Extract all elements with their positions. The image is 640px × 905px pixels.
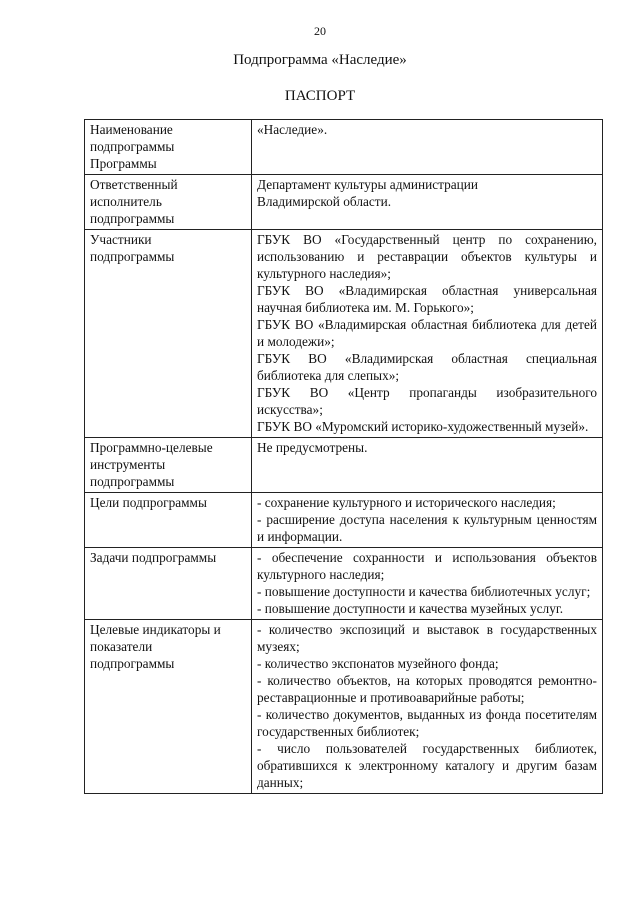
value-text: ГБУК ВО «Центр пропаганды изобразительного искусства»; (257, 385, 597, 417)
row-label (85, 548, 252, 620)
value-text: ГБУК ВО «Государственный центр по сохранению, использованию и реставрации объектов культуры и культурного наследия»; (257, 232, 597, 281)
label-line: исполнитель (90, 194, 162, 209)
label-line: показатели (90, 639, 153, 654)
value-text: Департамент культуры администрации (257, 177, 478, 192)
value-text: - расширение доступа населения к культурным ценностям и информации. (257, 512, 597, 544)
value-text: - количество экспонатов музейного фонда; (257, 656, 499, 671)
row-label (85, 493, 252, 548)
label-line: подпрограммы (90, 249, 175, 264)
row-value (252, 620, 603, 794)
label-line: инструменты (90, 457, 166, 472)
value-text: - сохранение культурного и исторического наследия; (257, 495, 556, 510)
row-label (85, 230, 252, 438)
table-row (85, 493, 603, 548)
value-text: - количество объектов, на которых проводятся ремонтно-реставрационные и противоаварийные работы; (257, 673, 597, 705)
label-line: Задачи подпрограммы (90, 550, 217, 565)
table-row (85, 620, 603, 794)
label-line: подпрограммы (90, 656, 175, 671)
label-line: Целевые индикаторы и (90, 622, 221, 637)
label-line: подпрограммы (90, 474, 175, 489)
row-value (252, 493, 603, 548)
value-text: - повышение доступности и качества музейных услуг. (257, 601, 564, 616)
label-line: подпрограммы (90, 139, 175, 154)
value-text: - количество документов, выданных из фонда посетителям государственных библиотек; (257, 707, 597, 739)
value-text: - количество экспозиций и выставок в государственных музеях; (257, 622, 597, 654)
label-line: Участники (90, 232, 152, 247)
row-label (85, 120, 252, 175)
row-value (252, 438, 603, 493)
subprogram-title: Подпрограмма «Наследие» (233, 52, 407, 68)
value-text: ГБУК ВО «Владимирская областная специальная библиотека для слепых»; (257, 351, 597, 383)
value-text: - число пользователей государственных библиотек, обратившихся к электронному каталогу и другим базам данных; (257, 741, 597, 790)
row-value (252, 548, 603, 620)
label-line: Наименование (90, 122, 173, 137)
label-line: Цели подпрограммы (90, 495, 207, 510)
value-text: Владимирской области. (257, 194, 392, 209)
label-line: подпрограммы (90, 211, 175, 226)
row-value (252, 120, 603, 175)
table-row (85, 175, 603, 230)
label-line: Программы (90, 156, 157, 171)
row-label (85, 620, 252, 794)
row-label (85, 175, 252, 230)
row-value (252, 175, 603, 230)
table-row (85, 438, 603, 493)
label-line: Программно-целевые (90, 440, 213, 455)
value-text: Не предусмотрены. (257, 440, 368, 455)
row-value (252, 230, 603, 438)
value-text: - обеспечение сохранности и использования объектов культурного наследия; (257, 550, 597, 582)
value-text: ГБУК ВО «Владимирская областная универсальная научная библиотека им. М. Горького»; (257, 283, 597, 315)
page-number: 20 (314, 24, 326, 38)
value-text: - повышение доступности и качества библиотечных услуг; (257, 584, 591, 599)
passport-heading: ПАСПОРТ (284, 88, 356, 104)
table-row (85, 120, 603, 175)
table-row (85, 230, 603, 438)
label-line: Ответственный (90, 177, 178, 192)
table-row (85, 548, 603, 620)
row-label (85, 438, 252, 493)
value-text: ГБУК ВО «Муромский историко-художественный музей». (257, 419, 589, 434)
passport-table (84, 119, 603, 794)
value-text: ГБУК ВО «Владимирская областная библиотека для детей и молодежи»; (257, 317, 597, 349)
value-text: «Наследие». (257, 122, 328, 137)
